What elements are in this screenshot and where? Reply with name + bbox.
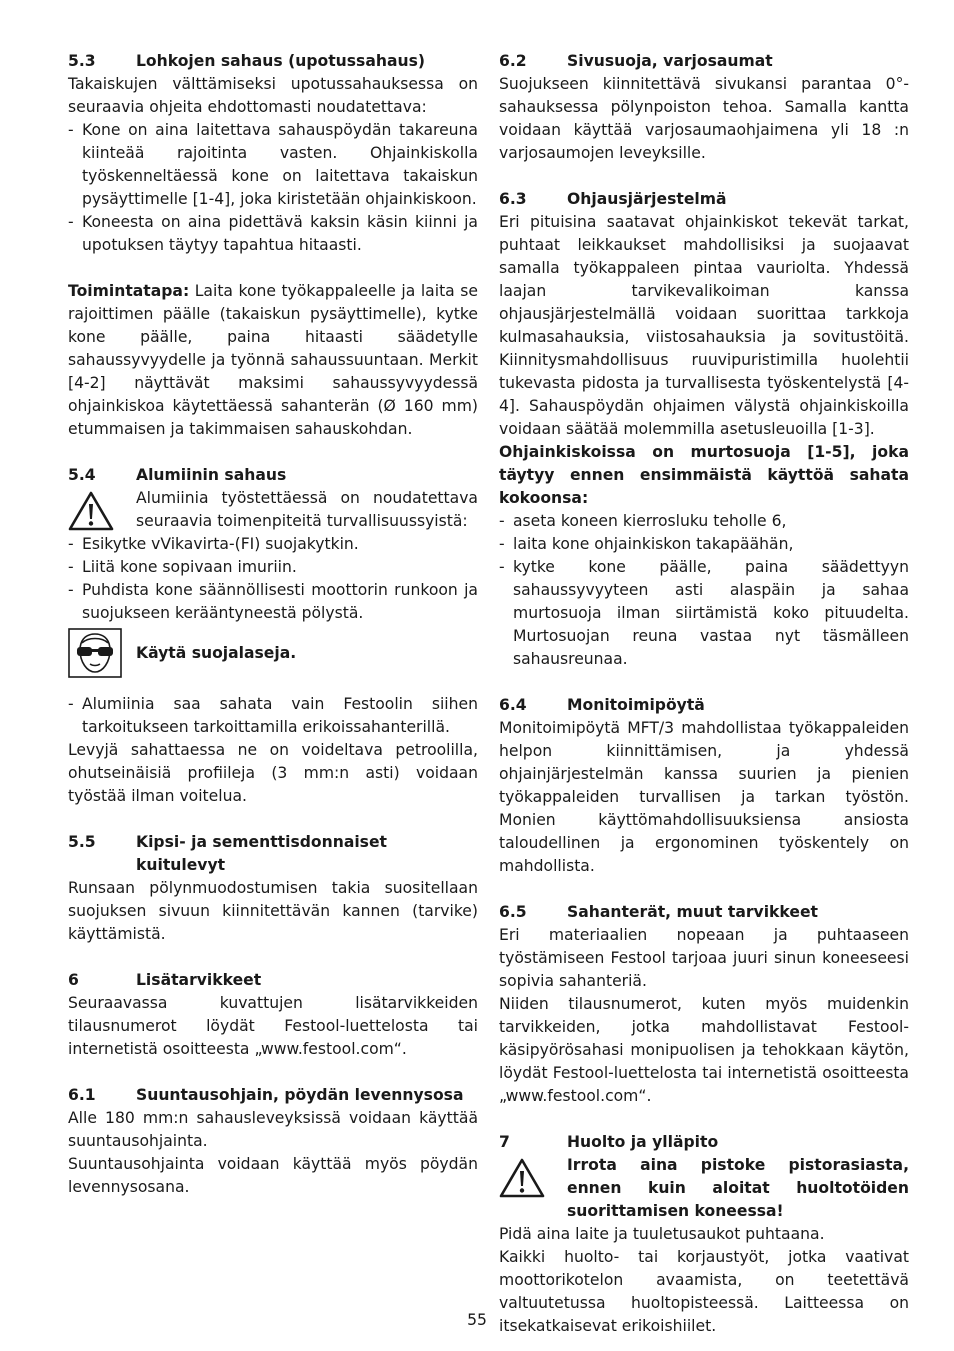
left-column (68, 50, 478, 1199)
list-item: - Liitä kone sopivaan imuriin. (68, 558, 297, 576)
paragraph: Suuntausohjainta voidaan käyttää myös pöydän levennysosana. (68, 1155, 478, 1196)
paragraph: Ohjainkiskoissa on murtosuoja [1-5], joka täytyy ennen ensimmäistä käyttöä sahata kokoonsa: (499, 443, 909, 507)
paragraph: Niiden tilausnumerot, kuten myös muidenkin tarvikkeiden, jotka mahdollistavat Festool-käsipyörösahasi monipuolisen ja tehokkaan käytön, löydät Festool-luettelosta tai internetistä osoitteesta „www.festool.com“. (499, 995, 909, 1105)
list-item: - Esikytke vVikavirta-(FI) suojakytkin. (68, 535, 359, 553)
list-item: - Puhdista kone säännöllisesti moottorin runkoon ja suojukseen kerääntyneestä pölystä. (68, 581, 478, 622)
goggles-block: Käytä suojalaseja. (68, 625, 478, 681)
paragraph: Takaiskujen välttämiseksi upotussahauksessa on seuraavia ohjeita ehdottomasti noudatettava: (68, 75, 478, 116)
warning-triangle-icon (499, 1158, 545, 1198)
paragraph: Seuraavassa kuvattujen lisätarvikkeiden tilausnumerot löydät Festool-luettelosta tai internetistä osoitteesta „www.festool.com“. (68, 994, 478, 1058)
safety-goggles-icon (68, 628, 122, 678)
paragraph: Alle 180 mm:n sahausleveyksissä voidaan käyttää suuntausohjainta. (68, 1109, 478, 1150)
section-heading-6-3: 6.3 Ohjausjärjestelmä (499, 190, 727, 208)
paragraph: Runsaan pölynmuodostumisen takia suositellaan suojuksen sivuun kiinnitettävän kannen (tarvike) käyttämistä. (68, 879, 478, 943)
page-number: 55 (467, 1311, 487, 1329)
paragraph: Kaikki huolto- tai korjaustyöt, jotka vaativat moottorikotelon avaamista, on teetettävä valtuutetussa huoltopisteessä. Laitteessa on itsekatkaisevat erikoishiilet. (499, 1248, 909, 1335)
paragraph: Eri materiaalien nopeaan ja puhtaaseen työstämiseen Festool tarjoaa juuri sinun koneeseesi sopivia sahanteriä. (499, 926, 909, 990)
section-heading-5-5: 5.5 Kipsi- ja sementtisdonnaiset kuitulevyt (68, 833, 387, 874)
section-heading-6-2: 6.2 Sivusuoja, varjosaumat (499, 52, 773, 70)
section-heading-6-4: 6.4 Monitoimipöytä (499, 696, 705, 714)
section-heading-5-4: 5.4 Alumiinin sahaus (68, 466, 287, 484)
paragraph: Levyjä sahattaessa ne on voideltava petroolilla, ohutseinäisiä profiileja (3 mm:n asti) voidaan työstää ilman voitelua. (68, 741, 478, 805)
paragraph: Pidä aina laite ja tuuletusaukot puhtaana. (499, 1225, 825, 1243)
paragraph: Toimintatapa: Laita kone työkappaleelle ja laita se rajoittimen päälle (takaiskun pysäyttimelle), kytke kone päälle, paina hitaasti säädetylle sahaussyvyydelle ja työnnä sahaussuuntaan. Merkit [4-2] näyttävät maksimi sahaussyvyydessä ohjainkiskoa käytettäessä sahanterän (Ø 160 mm) etummaisen ja takimmaisen sahauskohdan. (68, 282, 478, 438)
section-heading-6-5: 6.5 Sahanterät, muut tarvikkeet (499, 903, 818, 921)
section-heading-5-3: 5.3 Lohkojen sahaus (upotussahaus) (68, 52, 425, 70)
right-column (499, 50, 909, 1338)
list-item: - kytke kone päälle, paina säädettyyn sahaussyvyyteen asti alaspäin ja sahaa murtosuoja ilman siirtämistä koko pituudelta. Murtosuojan reuna vastaa nyt täsmälleen sahausreunaa. (499, 558, 909, 668)
paragraph: Eri pituisina saatavat ohjainkiskot tekevät tarkat, puhtaat leikkaukset mahdollisiksi ja suojaavat samalla työkappaleen pintaa vauriolta. Yhdessä laajan tarvikevalikoiman kanssa ohjausjärjestelmällä voidaan suorittaa tarkkoja kulmasahauksia, viistosahauksia ja sovitustöitä. Kiinnitysmahdollisuus ruuvipuristimilla huolehtii tukevasta pidosta ja turvallisesta työskentelystä [4-4]. Sahauspöydän ohjaimen välystä ohjainkiskoilla voidaan säätää molemmilla asetusleuoilla [1-3]. (499, 213, 909, 438)
paragraph: Suojukseen kiinnitettävä sivukansi parantaa 0°-sahauksessa pölynpoiston tehoa. Samalla kantta voidaan käyttää varjosaumaohjaimena yli 18 :n varjosaumojen leveyksille. (499, 75, 909, 162)
warning-block: Alumiinia työstettäessä on noudatettava seuraavia toimenpiteitä turvallisuussyistä: (68, 487, 478, 533)
list-item: - aseta koneen kierrosluku teholle 6, (499, 512, 787, 530)
warning-triangle-icon (68, 491, 114, 531)
list-item: - Alumiinia saa sahata vain Festoolin siihen tarkoitukseen tarkoittamilla erikoissahanterillä. (68, 695, 478, 736)
section-heading-7: 7 Huolto ja ylläpito (499, 1133, 719, 1151)
paragraph: Monitoimipöytä MFT/3 mahdollistaa työkappaleiden helpon kiinnittämisen, ja yhdessä ohjainjärjestelmän kanssa suurien ja pienien työkappaleiden turvallisen ja tarkan työstön. Monien käyttömahdollisuuksiensa ansiosta taloudellinen ja ergonominen työskentely on mahdollista. (499, 719, 909, 875)
list-item: - laita kone ohjainkiskon takapäähän, (499, 535, 794, 553)
list-item: - Kone on aina laitettava sahauspöydän takareuna kiinteää rajoitinta vasten. Ohjainkiskolla työskenneltäessä kone on laitettava takaiskun pysäyttimelle [1-4], joka kiristetään ohjainkiskoon. (68, 121, 478, 208)
section-heading-6: 6 Lisätarvikkeet (68, 971, 262, 989)
list-item: - Koneesta on aina pidettävä kaksin käsin kiinni ja upotuksen täytyy tapahtua hitaasti. (68, 213, 478, 254)
section-heading-6-1: 6.1 Suuntausohjain, pöydän levennysosa (68, 1086, 464, 1104)
warning-block: Irrota aina pistoke pistorasiasta, ennen kuin aloitat huoltotöiden suorittamisen koneessa! (499, 1154, 909, 1223)
